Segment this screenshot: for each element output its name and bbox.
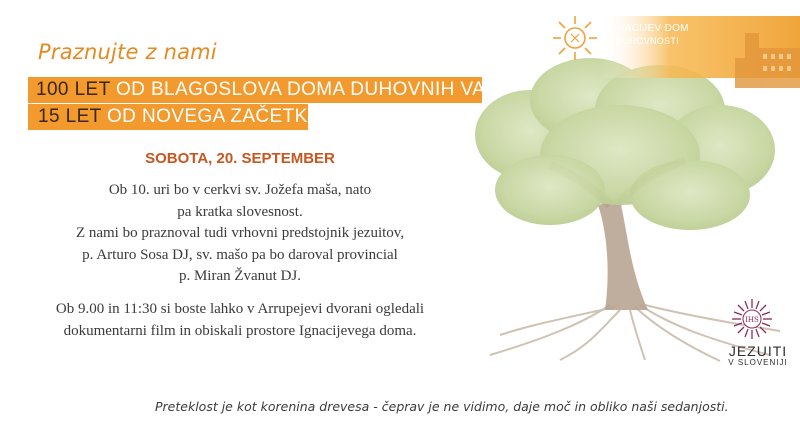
- paragraph-1-line: p. Arturo Sosa DJ, sv. mašo pa bo daroval provincial: [82, 246, 398, 263]
- paragraph-1-line: Z nami bo praznoval tudi vrhovni predstojnik jezuitov,: [75, 225, 405, 241]
- logo-line-2: DUHOVNOSTI: [616, 36, 680, 46]
- footer-quote: Preteklost je kot korenina drevesa - čeprav je ne vidimo, daje moč in obliko naši sedanjosti.: [155, 399, 729, 414]
- emblem-text: IHS: [745, 316, 759, 324]
- banner-1-text: OD BLAGOSLOVA DOMA DUHOVNIH VAJ: [110, 79, 496, 100]
- paragraph-1-line: p. Miran Žvanut DJ.: [178, 268, 302, 284]
- event-date: SOBOTA, 20. SEPTEMBER: [145, 150, 335, 167]
- paragraph-2-line: Ob 9.00 in 11:30 si boste lahko v Arrupejevi dvorani ogledali: [55, 301, 425, 317]
- banner-15-years: [28, 104, 321, 130]
- paragraph-1-line: Ob 10. uri bo v cerkvi sv. Jožefa maša, nato: [108, 182, 372, 198]
- paragraph-1-line: pa kratka slovesnost.: [177, 203, 303, 220]
- jesuit-emblem-icon: [731, 298, 773, 340]
- event-paragraph-2: [0, 299, 480, 342]
- jezuiti-logo-text: [722, 343, 794, 367]
- banner-2-text: OD NOVEGA ZAČETKA: [101, 106, 321, 127]
- ignacijev-dom-logo-text: [606, 22, 689, 48]
- tagline: Praznujte z nami: [38, 40, 217, 64]
- banner-1-number: 100 LET: [36, 79, 111, 100]
- banner-2-number: 15 LET: [38, 106, 102, 127]
- event-paragraph-1: [0, 180, 480, 288]
- jezuiti-line-1: JEZUITI: [728, 343, 788, 359]
- paragraph-2-line: dokumentarni film in obiskali prostore Ignacijevega doma.: [63, 322, 417, 339]
- jezuiti-line-2: V SLOVENIJI: [728, 358, 788, 367]
- logo-line-1: IGNACIJEV DOM: [606, 23, 689, 34]
- banner-100-years: [28, 77, 496, 103]
